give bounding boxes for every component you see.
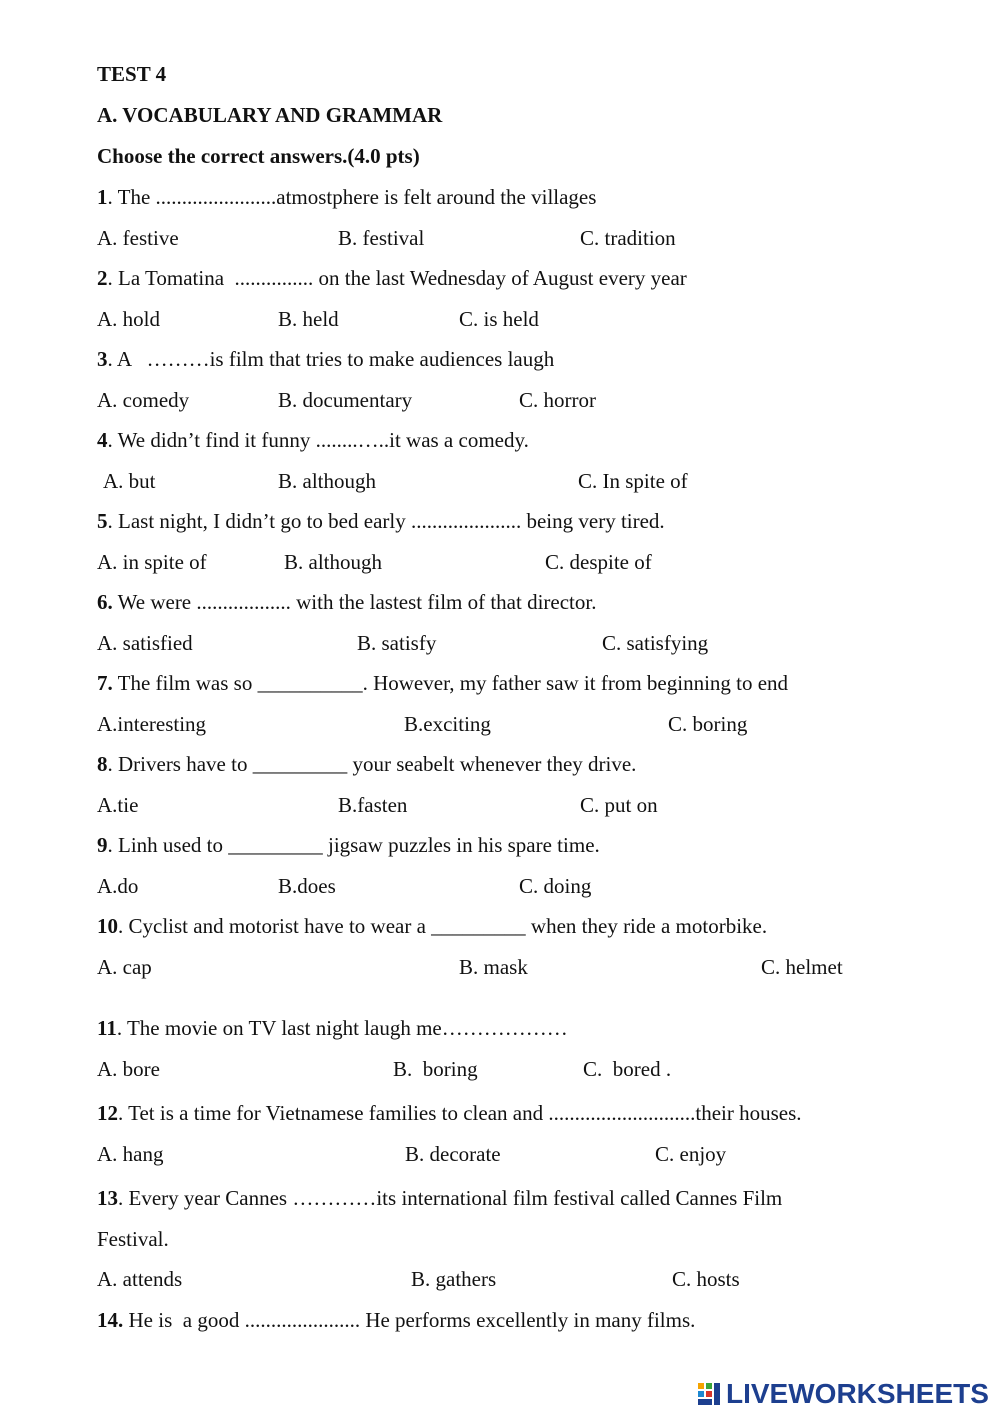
answer-option-c[interactable]: C. helmet [761, 955, 843, 979]
answer-option-b[interactable]: B. gathers [411, 1267, 497, 1291]
question-number: 1 [97, 185, 108, 209]
answer-option-a[interactable]: A. in spite of [97, 550, 207, 574]
answer-option-a[interactable]: A. satisfied [97, 631, 193, 655]
question-number: 9 [97, 833, 108, 857]
question-2 [97, 265, 687, 291]
question-separator: . [118, 914, 124, 938]
answer-option-a[interactable]: A.interesting [97, 712, 207, 736]
answer-option-c[interactable]: C. put on [580, 793, 658, 817]
liveworksheets-icon [697, 1381, 723, 1407]
answer-option-b[interactable]: B. held [278, 307, 339, 331]
question-separator: . [116, 1016, 123, 1040]
question-text: The film was so __________. However, my father saw it from beginning to end [112, 671, 789, 695]
answer-option-b[interactable]: B. mask [459, 955, 528, 979]
answer-option-b[interactable]: B. although [278, 469, 376, 493]
answer-option-c[interactable]: C. hosts [672, 1267, 740, 1291]
question-separator: . [107, 347, 113, 371]
question-12 [97, 1100, 802, 1126]
question-number: 12 [97, 1101, 118, 1125]
question-13 [97, 1185, 782, 1211]
question-text: We were .................. with the lastest film of that director. [112, 590, 597, 614]
answer-option-a[interactable]: A. hold [97, 307, 160, 331]
question-separator: . [118, 1186, 124, 1210]
question-text: The movie on TV last night laugh me……………… [122, 1016, 568, 1040]
answer-option-c[interactable]: C. In spite of [578, 469, 688, 493]
answer-option-a[interactable]: A. comedy [97, 388, 190, 412]
question-number: 3 [97, 347, 108, 371]
answer-option-c[interactable]: C. satisfying [602, 631, 709, 655]
question-text: He is a good ...................... He performs excellently in many films. [123, 1308, 696, 1332]
question-number: 2 [97, 266, 108, 290]
question-number: 8 [97, 752, 108, 776]
question-text: Every year Cannes …………its international film festival called Cannes Film [123, 1186, 783, 1210]
answer-option-a[interactable]: A. festive [97, 226, 179, 250]
question-separator: . [107, 752, 113, 776]
answer-option-c[interactable]: C. horror [519, 388, 596, 412]
question-text: The .......................atmostphere is felt around the villages [112, 185, 597, 209]
answer-option-a[interactable]: A. bore [97, 1057, 160, 1081]
question-10 [97, 913, 767, 939]
question-8 [97, 751, 636, 777]
question-text: Cyclist and motorist have to wear a _________ when they ride a motorbike. [123, 914, 768, 938]
answer-option-c[interactable]: C. despite of [545, 550, 652, 574]
answer-option-b[interactable]: B. satisfy [357, 631, 437, 655]
answer-option-b[interactable]: B.does [278, 874, 336, 898]
question-5 [97, 508, 665, 534]
question-separator: . [118, 1101, 124, 1125]
answer-option-c[interactable]: C. boring [668, 712, 748, 736]
answer-option-a[interactable]: A. but [103, 469, 156, 493]
answer-option-a[interactable]: A.tie [97, 793, 139, 817]
answer-option-b[interactable]: B.fasten [338, 793, 408, 817]
question-number: 6. [97, 590, 113, 614]
question-1 [97, 184, 596, 210]
answer-option-a[interactable]: A.do [97, 874, 139, 898]
question-text: Tet is a time for Vietnamese families to clean and ............................their houses. [123, 1101, 802, 1125]
question-number: 10 [97, 914, 118, 938]
answer-option-b[interactable]: B. boring [393, 1057, 478, 1081]
answer-option-b[interactable]: B. although [284, 550, 382, 574]
question-4 [97, 427, 529, 453]
question-number: 4 [97, 428, 108, 452]
logo-text: LIVEWORKSHEETS [726, 1378, 989, 1409]
answer-option-b[interactable]: B. festival [338, 226, 425, 250]
question-text: La Tomatina ............... on the last Wednesday of August every year [112, 266, 687, 290]
answer-option-c[interactable]: C. doing [519, 874, 592, 898]
question-text: A ………is film that tries to make audiences laugh [112, 347, 555, 371]
question-separator: . [107, 185, 113, 209]
answer-option-c[interactable]: C. tradition [580, 226, 676, 250]
question-text: Linh used to _________ jigsaw puzzles in his spare time. [112, 833, 600, 857]
question-text: Drivers have to _________ your seabelt whenever they drive. [112, 752, 637, 776]
question-number: 11 [97, 1016, 117, 1040]
question-number: 7. [97, 671, 113, 695]
question-7 [97, 670, 788, 696]
question-number: 5 [97, 509, 108, 533]
answer-option-c[interactable]: C. enjoy [655, 1142, 727, 1166]
section-title: A. VOCABULARY AND GRAMMAR [97, 103, 443, 127]
question-9 [97, 832, 600, 858]
question-6 [97, 589, 596, 615]
instruction: Choose the correct answers.(4.0 pts) [97, 144, 420, 168]
answer-option-a[interactable]: A. cap [97, 955, 152, 979]
answer-option-a[interactable]: A. attends [97, 1267, 183, 1291]
question-text-continued: Festival. [97, 1227, 169, 1251]
question-separator: . [107, 266, 113, 290]
question-separator: . [107, 428, 113, 452]
answer-option-b[interactable]: B. decorate [405, 1142, 501, 1166]
question-separator: . [107, 509, 113, 533]
question-14 [97, 1307, 695, 1333]
question-number: 14. [97, 1308, 124, 1332]
answer-option-c[interactable]: C. bored . [583, 1057, 672, 1081]
answer-option-b[interactable]: B. documentary [278, 388, 413, 412]
liveworksheets-logo [697, 1378, 989, 1410]
question-number: 13 [97, 1186, 118, 1210]
question-text: We didn’t find it funny ........…..it was a comedy. [112, 428, 529, 452]
test-title: TEST 4 [97, 62, 167, 86]
answer-option-c[interactable]: C. is held [459, 307, 539, 331]
question-separator: . [107, 833, 113, 857]
answer-option-a[interactable]: A. hang [97, 1142, 164, 1166]
answer-option-b[interactable]: B.exciting [404, 712, 491, 736]
question-3 [97, 346, 554, 372]
question-11 [97, 1015, 568, 1041]
question-text: Last night, I didn’t go to bed early ..................... being very tired. [112, 509, 665, 533]
